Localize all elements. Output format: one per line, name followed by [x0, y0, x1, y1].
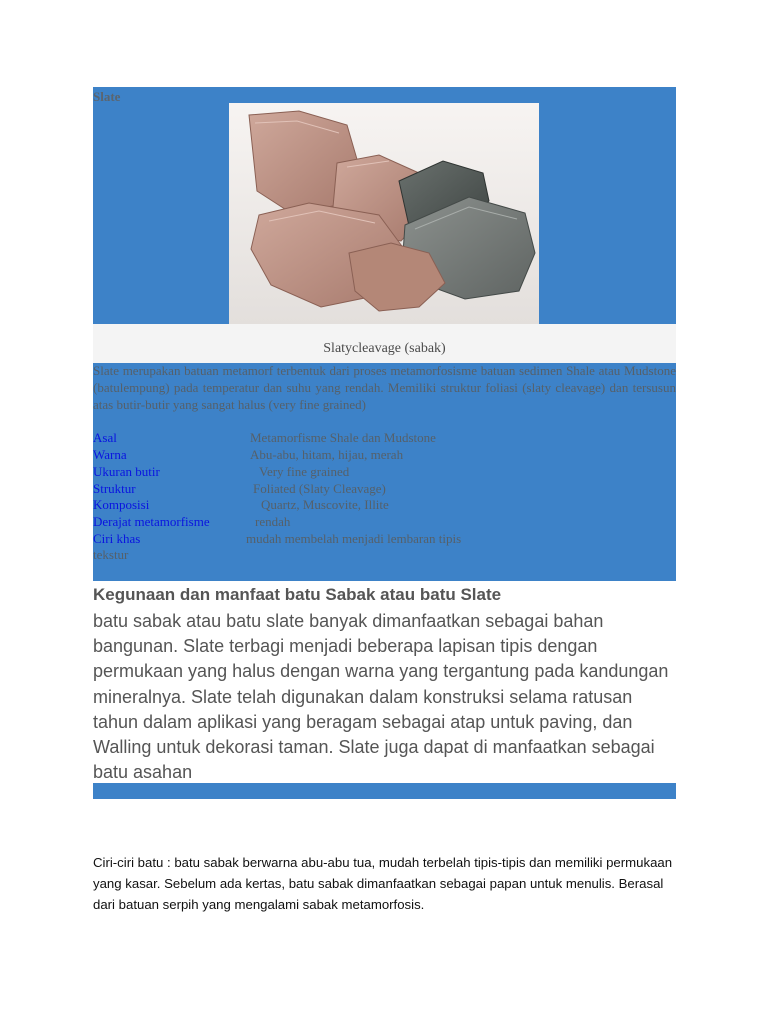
- property-label: Ukuran butir: [93, 464, 160, 479]
- property-label: Warna: [93, 447, 127, 462]
- property-value: Foliated (Slaty Cleavage): [253, 481, 386, 496]
- slate-rocks-image: [229, 103, 539, 324]
- section-heading: Kegunaan dan manfaat batu Sabak atau batu Slate: [93, 585, 502, 604]
- property-value: Very fine grained: [259, 464, 350, 479]
- usage-paragraph: batu sabak atau batu slate banyak dimanfaatkan sebagai bahan bangunan. Slate terbagi menjadi beberapa lapisan tipis dengan permukaan yang halus dengan warna yang tergantung pada kandungan mineralnya. Slate telah digunakan dalam konstruksi selama ratusan tahun dalam aplikasi yang beragam sebagai atap untuk paving, dan Walling untuk dekorasi taman. Slate juga dapat di manfaatkan sebagai batu asahan: [93, 611, 669, 783]
- property-label: Ciri khas: [93, 531, 141, 546]
- property-value: Quartz, Muscovite, Illite: [261, 497, 389, 512]
- property-label: Asal: [93, 430, 117, 445]
- property-label: Struktur: [93, 481, 136, 496]
- property-value: rendah: [255, 514, 291, 529]
- blue-divider-bar: [93, 783, 676, 799]
- property-value: Abu-abu, hitam, hijau, merah: [250, 447, 404, 462]
- ciri-ciri-paragraph: Ciri-ciri batu : batu sabak berwarna abu-abu tua, mudah terbelah tipis-tipis dan memiliki permukaan yang kasar. Sebelum ada kertas, batu sabak dimanfaatkan sebagai papan untuk menulis. Berasal dari batuan serpih yang mengalami sabak metamorfosis.: [93, 855, 673, 912]
- tekstur-label: tekstur: [93, 547, 129, 562]
- property-label: Derajat metamorfisme: [93, 514, 210, 529]
- property-value: mudah membelah menjadi lembaran tipis: [246, 531, 462, 546]
- property-label: Komposisi: [93, 497, 150, 512]
- property-value: Metamorfisme Shale dan Mudstone: [250, 430, 436, 445]
- slate-title: Slate: [93, 89, 121, 104]
- image-caption: Slatycleavage (sabak): [323, 341, 446, 356]
- slate-description: Slate merupakan batuan metamorf terbentuk dari proses metamorfosisme batuan sedimen Shale atau Mudstone (batulempung) pada temperatur dan suhu yang rendah. Memiliki struktur foliasi (slaty cleavage) dan tersusun atas butir-butir yang sangat halus (very fine grained): [93, 363, 676, 412]
